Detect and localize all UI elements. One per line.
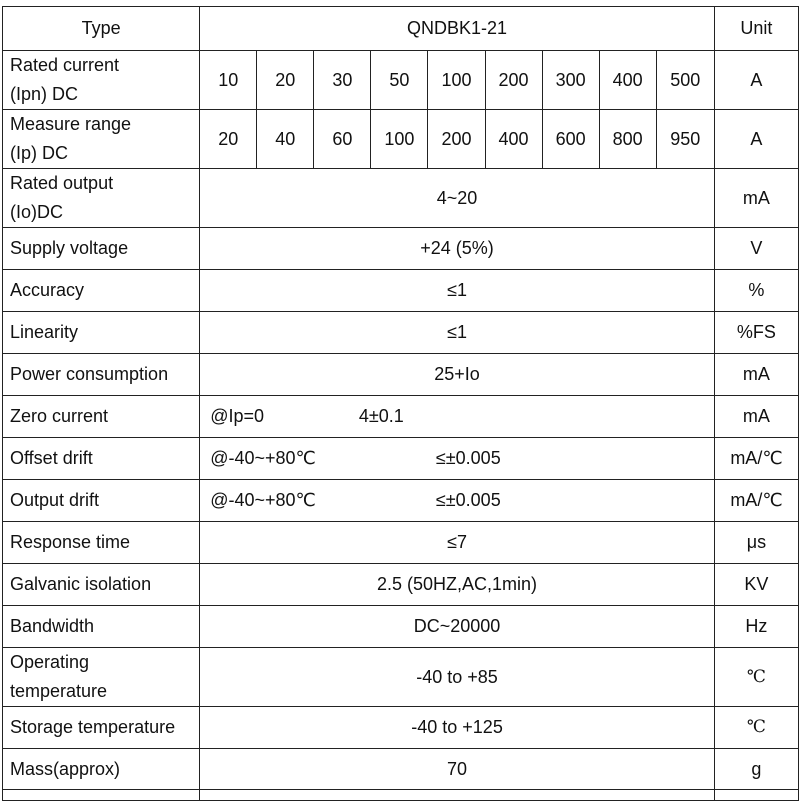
- header-model-cell: QNDBK1-21: [200, 7, 715, 51]
- rated-output-value: 4~20: [200, 169, 715, 228]
- cutoff-cell: [200, 790, 715, 801]
- measure-range-value: 40: [257, 110, 314, 169]
- measure-range-label: Measure range (Ip) DC: [3, 110, 200, 169]
- rated-output-label: Rated output (Io)DC: [3, 169, 200, 228]
- measure-range-value: 20: [200, 110, 257, 169]
- spec-table: [2, 6, 799, 801]
- table-row-operating-temperature: [3, 648, 799, 707]
- zero-current-condition: @Ip=0: [200, 396, 314, 438]
- mass-unit: g: [714, 749, 798, 790]
- table-row-linearity: [3, 312, 799, 354]
- measure-range-value: 400: [485, 110, 542, 169]
- linearity-unit: %FS: [714, 312, 798, 354]
- rated-current-label: Rated current (Ipn) DC: [3, 51, 200, 110]
- zero-current-label: Zero current: [3, 396, 200, 438]
- storage-temperature-label: Storage temperature: [3, 707, 200, 749]
- accuracy-value: ≤1: [200, 270, 715, 312]
- table-row-power-consumption: [3, 354, 799, 396]
- table-row-rated-current: [3, 51, 799, 110]
- zero-current-unit: mA: [714, 396, 798, 438]
- accuracy-label: Accuracy: [3, 270, 200, 312]
- table-row-accuracy: [3, 270, 799, 312]
- measure-range-value: 100: [371, 110, 428, 169]
- table-row-zero-current: [3, 396, 799, 438]
- rated-current-value: 50: [371, 51, 428, 110]
- bandwidth-unit: Hz: [714, 606, 798, 648]
- rated-current-value: 200: [485, 51, 542, 110]
- rated-current-value: 400: [599, 51, 656, 110]
- measure-range-value: 60: [314, 110, 371, 169]
- measure-range-value: 200: [428, 110, 485, 169]
- offset-drift-value: ≤±0.005: [371, 438, 714, 480]
- offset-drift-label: Offset drift: [3, 438, 200, 480]
- mass-label: Mass(approx): [3, 749, 200, 790]
- rated-current-value: 10: [200, 51, 257, 110]
- supply-voltage-unit: V: [714, 228, 798, 270]
- table-row-bandwidth: [3, 606, 799, 648]
- galvanic-isolation-value: 2.5 (50HZ,AC,1min): [200, 564, 715, 606]
- output-drift-label: Output drift: [3, 480, 200, 522]
- table-row-supply-voltage: [3, 228, 799, 270]
- supply-voltage-label: Supply voltage: [3, 228, 200, 270]
- accuracy-unit: %: [714, 270, 798, 312]
- output-drift-value: ≤±0.005: [371, 480, 714, 522]
- response-time-value: ≤7: [200, 522, 715, 564]
- output-drift-condition: @-40~+80℃: [200, 480, 371, 522]
- header-unit-cell: Unit: [714, 7, 798, 51]
- table-row-mass: [3, 749, 799, 790]
- table-row-output-drift: [3, 480, 799, 522]
- storage-temperature-value: -40 to +125: [200, 707, 715, 749]
- power-consumption-value: 25+Io: [200, 354, 715, 396]
- mass-value: 70: [200, 749, 715, 790]
- rated-current-value: 100: [428, 51, 485, 110]
- rated-output-unit: mA: [714, 169, 798, 228]
- response-time-label: Response time: [3, 522, 200, 564]
- linearity-label: Linearity: [3, 312, 200, 354]
- rated-current-value: 500: [656, 51, 714, 110]
- measure-range-value: 800: [599, 110, 656, 169]
- rated-current-unit: A: [714, 51, 798, 110]
- table-row-cutoff: [3, 790, 799, 801]
- operating-temperature-unit: ℃: [714, 648, 798, 707]
- operating-temperature-value: -40 to +85: [200, 648, 715, 707]
- response-time-unit: μs: [714, 522, 798, 564]
- measure-range-value: 950: [656, 110, 714, 169]
- rated-current-value: 30: [314, 51, 371, 110]
- storage-temperature-unit: ℃: [714, 707, 798, 749]
- table-row-storage-temperature: [3, 707, 799, 749]
- rated-current-value: 300: [542, 51, 599, 110]
- power-consumption-label: Power consumption: [3, 354, 200, 396]
- operating-temperature-label: Operating temperature: [3, 648, 200, 707]
- rated-current-value: 20: [257, 51, 314, 110]
- supply-voltage-value: +24 (5%): [200, 228, 715, 270]
- table-row-measure-range: [3, 110, 799, 169]
- measure-range-value: 600: [542, 110, 599, 169]
- table-row-response-time: [3, 522, 799, 564]
- power-consumption-unit: mA: [714, 354, 798, 396]
- table-row-rated-output: [3, 169, 799, 228]
- zero-current-value: 4±0.1: [314, 396, 715, 438]
- header-type-cell: Type: [3, 7, 200, 51]
- linearity-value: ≤1: [200, 312, 715, 354]
- measure-range-unit: A: [714, 110, 798, 169]
- bandwidth-label: Bandwidth: [3, 606, 200, 648]
- header-row: [3, 7, 799, 51]
- offset-drift-unit: mA/℃: [714, 438, 798, 480]
- galvanic-isolation-label: Galvanic isolation: [3, 564, 200, 606]
- cutoff-cell: [3, 790, 200, 801]
- offset-drift-condition: @-40~+80℃: [200, 438, 371, 480]
- table-row-galvanic-isolation: [3, 564, 799, 606]
- cutoff-cell: [714, 790, 798, 801]
- bandwidth-value: DC~20000: [200, 606, 715, 648]
- galvanic-isolation-unit: KV: [714, 564, 798, 606]
- output-drift-unit: mA/℃: [714, 480, 798, 522]
- table-row-offset-drift: [3, 438, 799, 480]
